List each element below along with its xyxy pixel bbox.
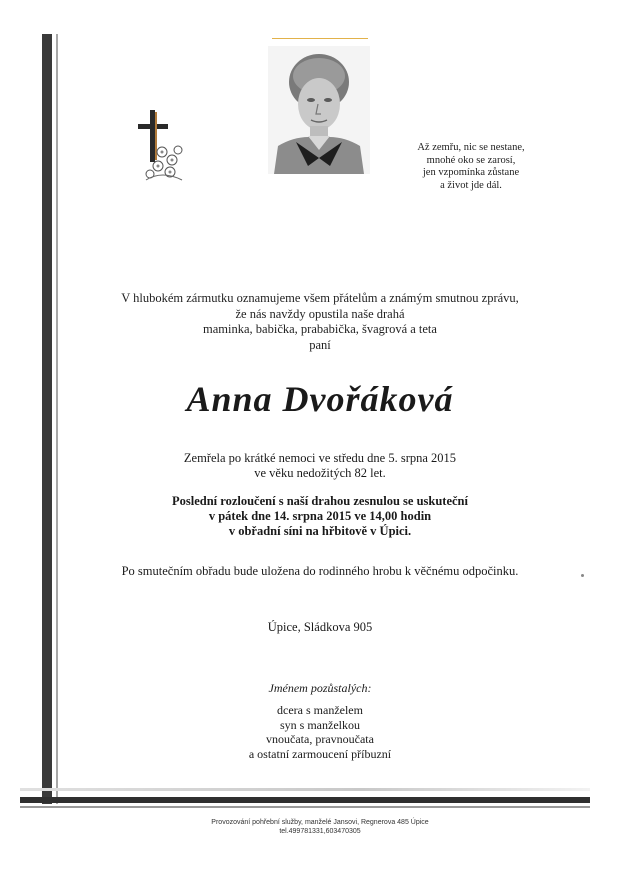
left-border-bar: [42, 34, 52, 804]
deceased-name: Anna Dvořáková: [186, 379, 454, 419]
intro-line: že nás navždy opustila naše drahá: [235, 306, 405, 321]
funeral-line: v obřadní síni na hřbitově v Úpici.: [228, 524, 412, 538]
mourner-item: syn s manželkou: [280, 717, 360, 732]
portrait-image: [268, 46, 370, 174]
bottom-border-thin-line: [20, 806, 590, 808]
portrait-photo: [268, 46, 370, 174]
memorial-poem: [396, 142, 546, 192]
poem-line: Až zemřu, nic se nestane,: [417, 142, 525, 153]
death-line: Zemřela po krátké nemoci ve středu dne 5. srpna 2015: [183, 451, 457, 465]
mourner-item: vnoučata, pravnoučata: [266, 732, 374, 746]
scan-speck: [581, 574, 584, 577]
mourners-heading: Jménem pozůstalých:: [268, 681, 372, 695]
intro-line: paní: [309, 337, 331, 352]
bottom-border-fade: [20, 788, 590, 791]
photo-accent-line: [272, 38, 368, 39]
intro-line: V hlubokém zármutku oznamujeme všem přátelům a známým smutnou zprávu,: [121, 291, 519, 305]
announcement-intro: [60, 291, 580, 353]
family-address: Úpice, Sládkova 905: [267, 620, 373, 634]
bottom-border-bar: [20, 797, 590, 803]
footer-line: Provozování pohřební služby, manželé Jansovi, Regnerova 485 Úpice: [211, 819, 429, 826]
poem-line: a život jde dál.: [440, 179, 502, 191]
death-line: ve věku nedožitých 82 let.: [254, 466, 386, 480]
burial-note: Po smutečním obřadu bude uložena do rodinného hrobu k věčnému odpočinku.: [121, 564, 519, 578]
footer-line: tel.499781331,603470305: [279, 828, 361, 835]
mourner-item: dcera s manželem: [277, 703, 363, 717]
funeral-line: v pátek dne 14. srpna 2015 ve 14,00 hodin: [208, 509, 432, 523]
poem-line: jen vzpomínka zůstane: [422, 167, 520, 178]
mourners-list: [60, 703, 580, 761]
funeral-service-footer: [60, 818, 580, 836]
funeral-line: Poslední rozloučení s naší drahou zesnulou se uskuteční: [171, 494, 468, 508]
intro-line: maminka, babička, prababička, švagrová a teta: [203, 322, 437, 336]
funeral-details: [60, 494, 580, 539]
death-notice: [60, 451, 580, 481]
cross-with-flowers-icon: [136, 110, 188, 186]
poem-line: mnohé oko se zarosí,: [426, 154, 516, 166]
left-border-thin-line: [56, 34, 58, 804]
mourner-item: a ostatní zarmoucení příbuzní: [248, 746, 392, 761]
